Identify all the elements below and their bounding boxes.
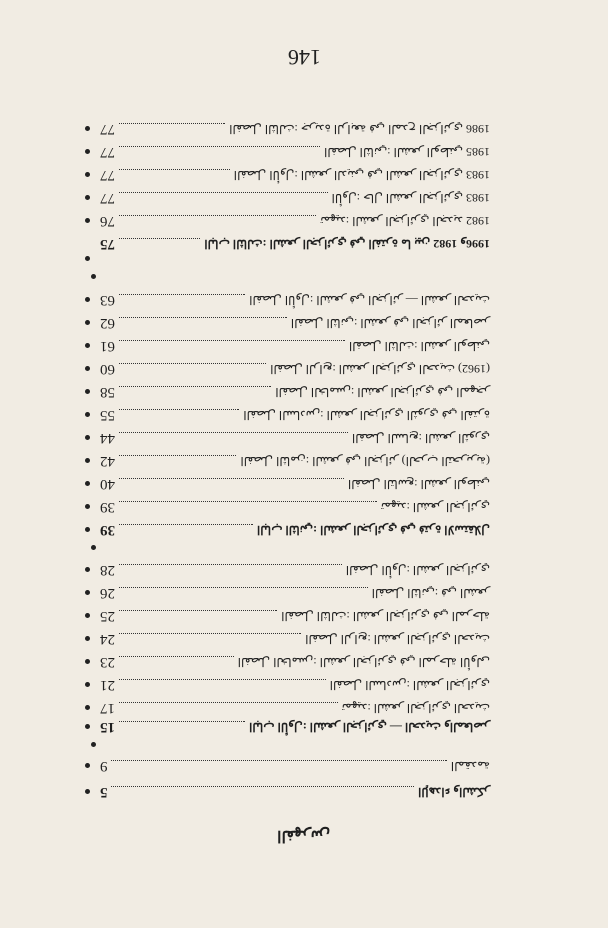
toc-entry: 77 الأول: حال الشعر الجزائري 1983 [0, 188, 608, 208]
toc-entry: 77 الفصل الثاني: الشعر الوطني 1985 [0, 142, 608, 162]
toc-entry: 17 تمهيد: الشعر الجزائري الحديث [0, 698, 608, 718]
toc-entry: 40 الفصل التاسع: الشعر الوطني [0, 474, 608, 494]
bullet [91, 274, 96, 279]
page-number: 146 [287, 45, 321, 70]
toc-entry: 44 الفصل السابع: الشعر الثوري [0, 428, 608, 448]
toc-entry: 26 الفصل الثاني: في الشعر [0, 583, 608, 603]
toc-entry: 61 الفصل الثالث: الشعر الوطني [0, 336, 608, 356]
toc-entry: 39 تمهيد: الشعر الجزائري [0, 497, 608, 517]
toc-entry: 25 الفصل الثالث: الشعر الجزائري في المرحلة [0, 606, 608, 626]
toc-entry: 23 الفصل الخامس: الشعر الجزائري في المرحلة الأولى [0, 652, 608, 672]
toc-entry: 24 الفصل الرابع: الشعر الجزائري الحديث [0, 629, 608, 649]
toc-entry: 58 الفصل الخامس: الشعر الجزائري في المهجر [0, 382, 608, 402]
bullet [91, 545, 96, 550]
toc-entry: 77 الفصل الأول: الشعر الديني في الشعر الجزائري 1983 [0, 165, 608, 185]
toc-section-entry: 75 الباب الثالث: الشعر الجزائري في الفترة ما بين 1982 و1996 [0, 234, 608, 254]
toc-entry: 62 الفصل الثاني: الشعر في الجزائر المعاصر [0, 313, 608, 333]
toc-entry: 55 الفصل السادس: الشعر الجزائري الثوري في الفترة [0, 405, 608, 425]
toc-entry: 63 الفصل الأول: الشعر في الجزائر — الشعر الحديث [0, 290, 608, 310]
toc-section-entry: 39 الباب الثاني: الشعر الجزائري في فترة الاستقلال [0, 520, 608, 540]
toc-entry: 60 الفصل الرابع: الشعر الجزائري الحديث (1962) [0, 359, 608, 379]
toc-entry: 42 الفصل الثامن: الشعر في الجزائر (الحرب التحريرية) [0, 451, 608, 471]
toc-entry: 5 الإهداء والشكر [0, 782, 608, 802]
toc-entry: 76 تمهيد: الشعر الجزائري الجديد 1982 [0, 211, 608, 231]
toc-entry: 21 الفصل السادس: الشعر الجزائري [0, 675, 608, 695]
bullet [91, 742, 96, 747]
toc-entry: 9 المقدمة [0, 756, 608, 776]
toc-entry: 77 الفصل الثالث: جريدة الرابعة في المدح الجزائري 1986 [0, 119, 608, 139]
toc-section-entry: 15 الباب الأول: الشعر الجزائري — الحديث والمعاصر [0, 717, 608, 737]
toc-entry: 28 الفصل الأول: الشعر الجزائري [0, 560, 608, 580]
contents-heading: الفهرس [277, 827, 331, 844]
